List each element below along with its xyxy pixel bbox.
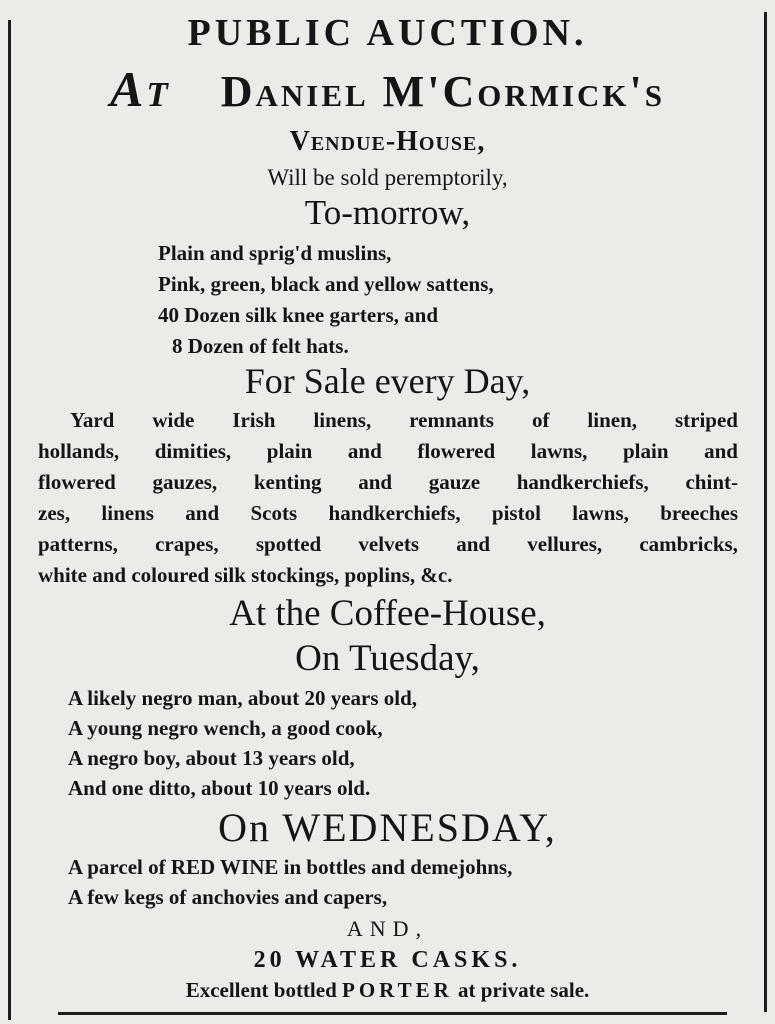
paragraph-word: zes, [38, 501, 71, 525]
list-item: A likely negro man, about 20 years old, [68, 686, 418, 710]
sale-terms: Will be sold peremptorily, [267, 165, 508, 190]
wednesday-item-list [68, 857, 512, 917]
porter-line [30, 980, 745, 1001]
paragraph-word: and [358, 470, 393, 494]
daily-goods-paragraph [38, 410, 738, 596]
paragraph-line: white and coloured silk stockings, poplins, &c. [38, 563, 453, 587]
paragraph-word: kenting [253, 470, 322, 494]
proprietor-line [30, 61, 745, 117]
headline: PUBLIC AUCTION. [187, 12, 588, 54]
porter-prefix: Excellent bottled [185, 978, 337, 1002]
list-item: And one ditto, about 10 years old. [68, 776, 371, 800]
paragraph-word: pistol [491, 501, 541, 525]
paragraph-word: hollands, [38, 439, 120, 463]
left-border-rule [8, 20, 11, 1020]
paragraph-word: of [531, 408, 550, 432]
list-item: A young negro wench, a good cook, [68, 716, 383, 740]
paragraph-word: lawns, [530, 439, 588, 463]
paragraph-word: cambricks, [639, 532, 738, 556]
list-item: A negro boy, about 13 years old, [68, 746, 355, 770]
paragraph-word: handkerchiefs, [328, 501, 461, 525]
paragraph-word: flowered [417, 439, 496, 463]
wednesday-heading: On WEDNESDAY, [218, 805, 557, 850]
paragraph-word: plain [266, 439, 313, 463]
list-item: Plain and sprig'd muslins, [158, 241, 392, 265]
paragraph-word: plain [622, 439, 669, 463]
paragraph-word: and [456, 532, 491, 556]
paragraph-word: and [185, 501, 220, 525]
paragraph-word: gauze [428, 470, 481, 494]
paragraph-word: flowered [38, 470, 116, 494]
paragraph-word: dimities, [154, 439, 232, 463]
tomorrow-heading: To-morrow, [304, 193, 471, 232]
list-item: 8 Dozen of felt hats. [172, 334, 349, 358]
paragraph-word: vellures, [527, 532, 603, 556]
paragraph-word: handkerchiefs, [516, 470, 649, 494]
paragraph-word: wide [152, 408, 195, 432]
at-word: At [109, 61, 171, 117]
paragraph-word: crapes, [155, 532, 219, 556]
paragraph-word: spotted [255, 532, 322, 556]
list-item: A parcel of RED WINE in bottles and demejohns, [68, 855, 513, 879]
paragraph-line [38, 534, 738, 565]
paragraph-word: linen, [587, 408, 638, 432]
paragraph-word: gauzes, [152, 470, 218, 494]
paragraph-line [38, 410, 738, 441]
porter-suffix: at private sale. [458, 978, 590, 1002]
paragraph-line [38, 472, 738, 503]
paragraph-word: velvets [358, 532, 420, 556]
paragraph-line [38, 503, 738, 534]
and-connector: AND, [346, 916, 429, 941]
list-item: Pink, green, black and yellow sattens, [158, 272, 494, 296]
paragraph-word: chint- [685, 470, 738, 494]
paragraph-word: patterns, [38, 532, 118, 556]
list-item: 40 Dozen silk knee garters, and [158, 303, 438, 327]
paragraph-word: and [347, 439, 382, 463]
paragraph-word: breeches [660, 501, 738, 525]
right-border-rule [764, 12, 767, 1012]
coffee-house-heading: At the Coffee-House, [229, 593, 546, 634]
water-casks-line: 20 WATER CASKS. [253, 947, 522, 973]
porter-word: PORTER [342, 978, 453, 1002]
paragraph-word: Irish [232, 408, 276, 432]
for-sale-heading: For Sale every Day, [244, 361, 531, 401]
paragraph-line [38, 441, 738, 472]
paragraph-word: and [704, 439, 738, 463]
tuesday-item-list [68, 688, 417, 808]
list-item: A few kegs of anchovies and capers, [68, 885, 388, 909]
venue-name: Vendue-House, [289, 126, 486, 157]
paragraph-word: linens [101, 501, 154, 525]
paragraph-word: linens, [313, 408, 372, 432]
paragraph-word: remnants [409, 408, 494, 432]
paragraph-word: Scots [250, 501, 298, 525]
proprietor-name: Daniel M'Cormick's [220, 67, 666, 116]
paragraph-word: lawns, [572, 501, 629, 525]
tomorrow-item-list [158, 243, 494, 367]
tuesday-heading: On Tuesday, [295, 638, 480, 679]
bottom-border-rule [58, 1012, 727, 1015]
paragraph-word: striped [674, 408, 738, 432]
paragraph-word: Yard [70, 408, 115, 432]
